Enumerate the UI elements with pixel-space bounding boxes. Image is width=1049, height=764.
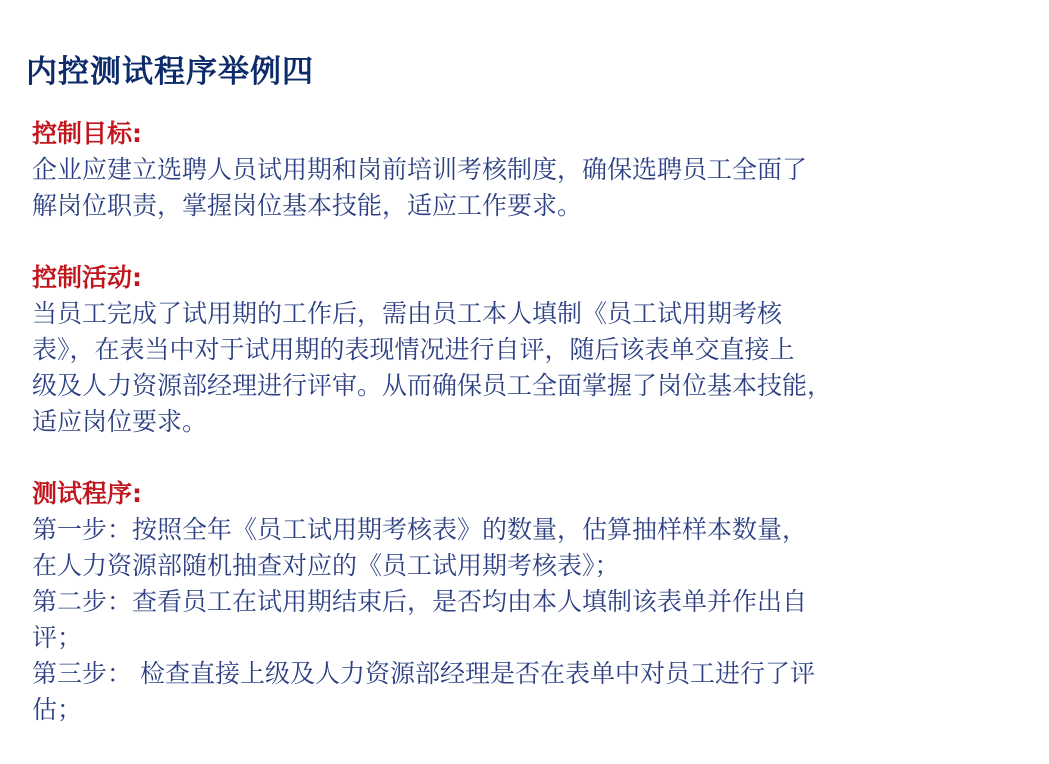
section-heading: 测试程序: [32, 479, 142, 508]
paragraph-line: 评； [32, 623, 83, 652]
paragraph-line: 解岗位职责，掌握岗位基本技能，适应工作要求。 [32, 191, 583, 220]
paragraph-line: 第一步：按照全年《员工试用期考核表》的数量，估算抽样样本数量， [32, 515, 808, 544]
paragraph-line: 企业应建立选聘人员试用期和岗前培训考核制度，确保选聘员工全面了 [32, 155, 808, 184]
paragraph-line: 当员工完成了试用期的工作后，需由员工本人填制《员工试用期考核 [32, 299, 783, 328]
paragraph-line: 级及人力资源部经理进行评审。从而确保员工全面掌握了岗位基本技能， [32, 371, 833, 400]
page-title: 内控测试程序举例四 [26, 54, 314, 90]
paragraph-line: 在人力资源部随机抽查对应的《员工试用期考核表》； [32, 551, 620, 580]
section-heading: 控制活动: [32, 263, 142, 292]
paragraph-line: 第二步：查看员工在试用期结束后，是否均由本人填制该表单并作出自 [32, 587, 808, 616]
paragraph-line: 表》，在表当中对于试用期的表现情况进行自评，随后该表单交直接上 [32, 335, 795, 364]
section-control-activity [32, 260, 1032, 440]
paragraph-line: 估； [32, 695, 83, 724]
paragraph-line: 适应岗位要求。 [32, 407, 208, 436]
content-body [32, 116, 1032, 764]
section-test-procedure [32, 476, 1032, 728]
section-heading: 控制目标: [32, 119, 142, 148]
paragraph-line: 第三步： 检查直接上级及人力资源部经理是否在表单中对员工进行了评 [32, 659, 815, 688]
section-control-objective [32, 116, 1032, 224]
